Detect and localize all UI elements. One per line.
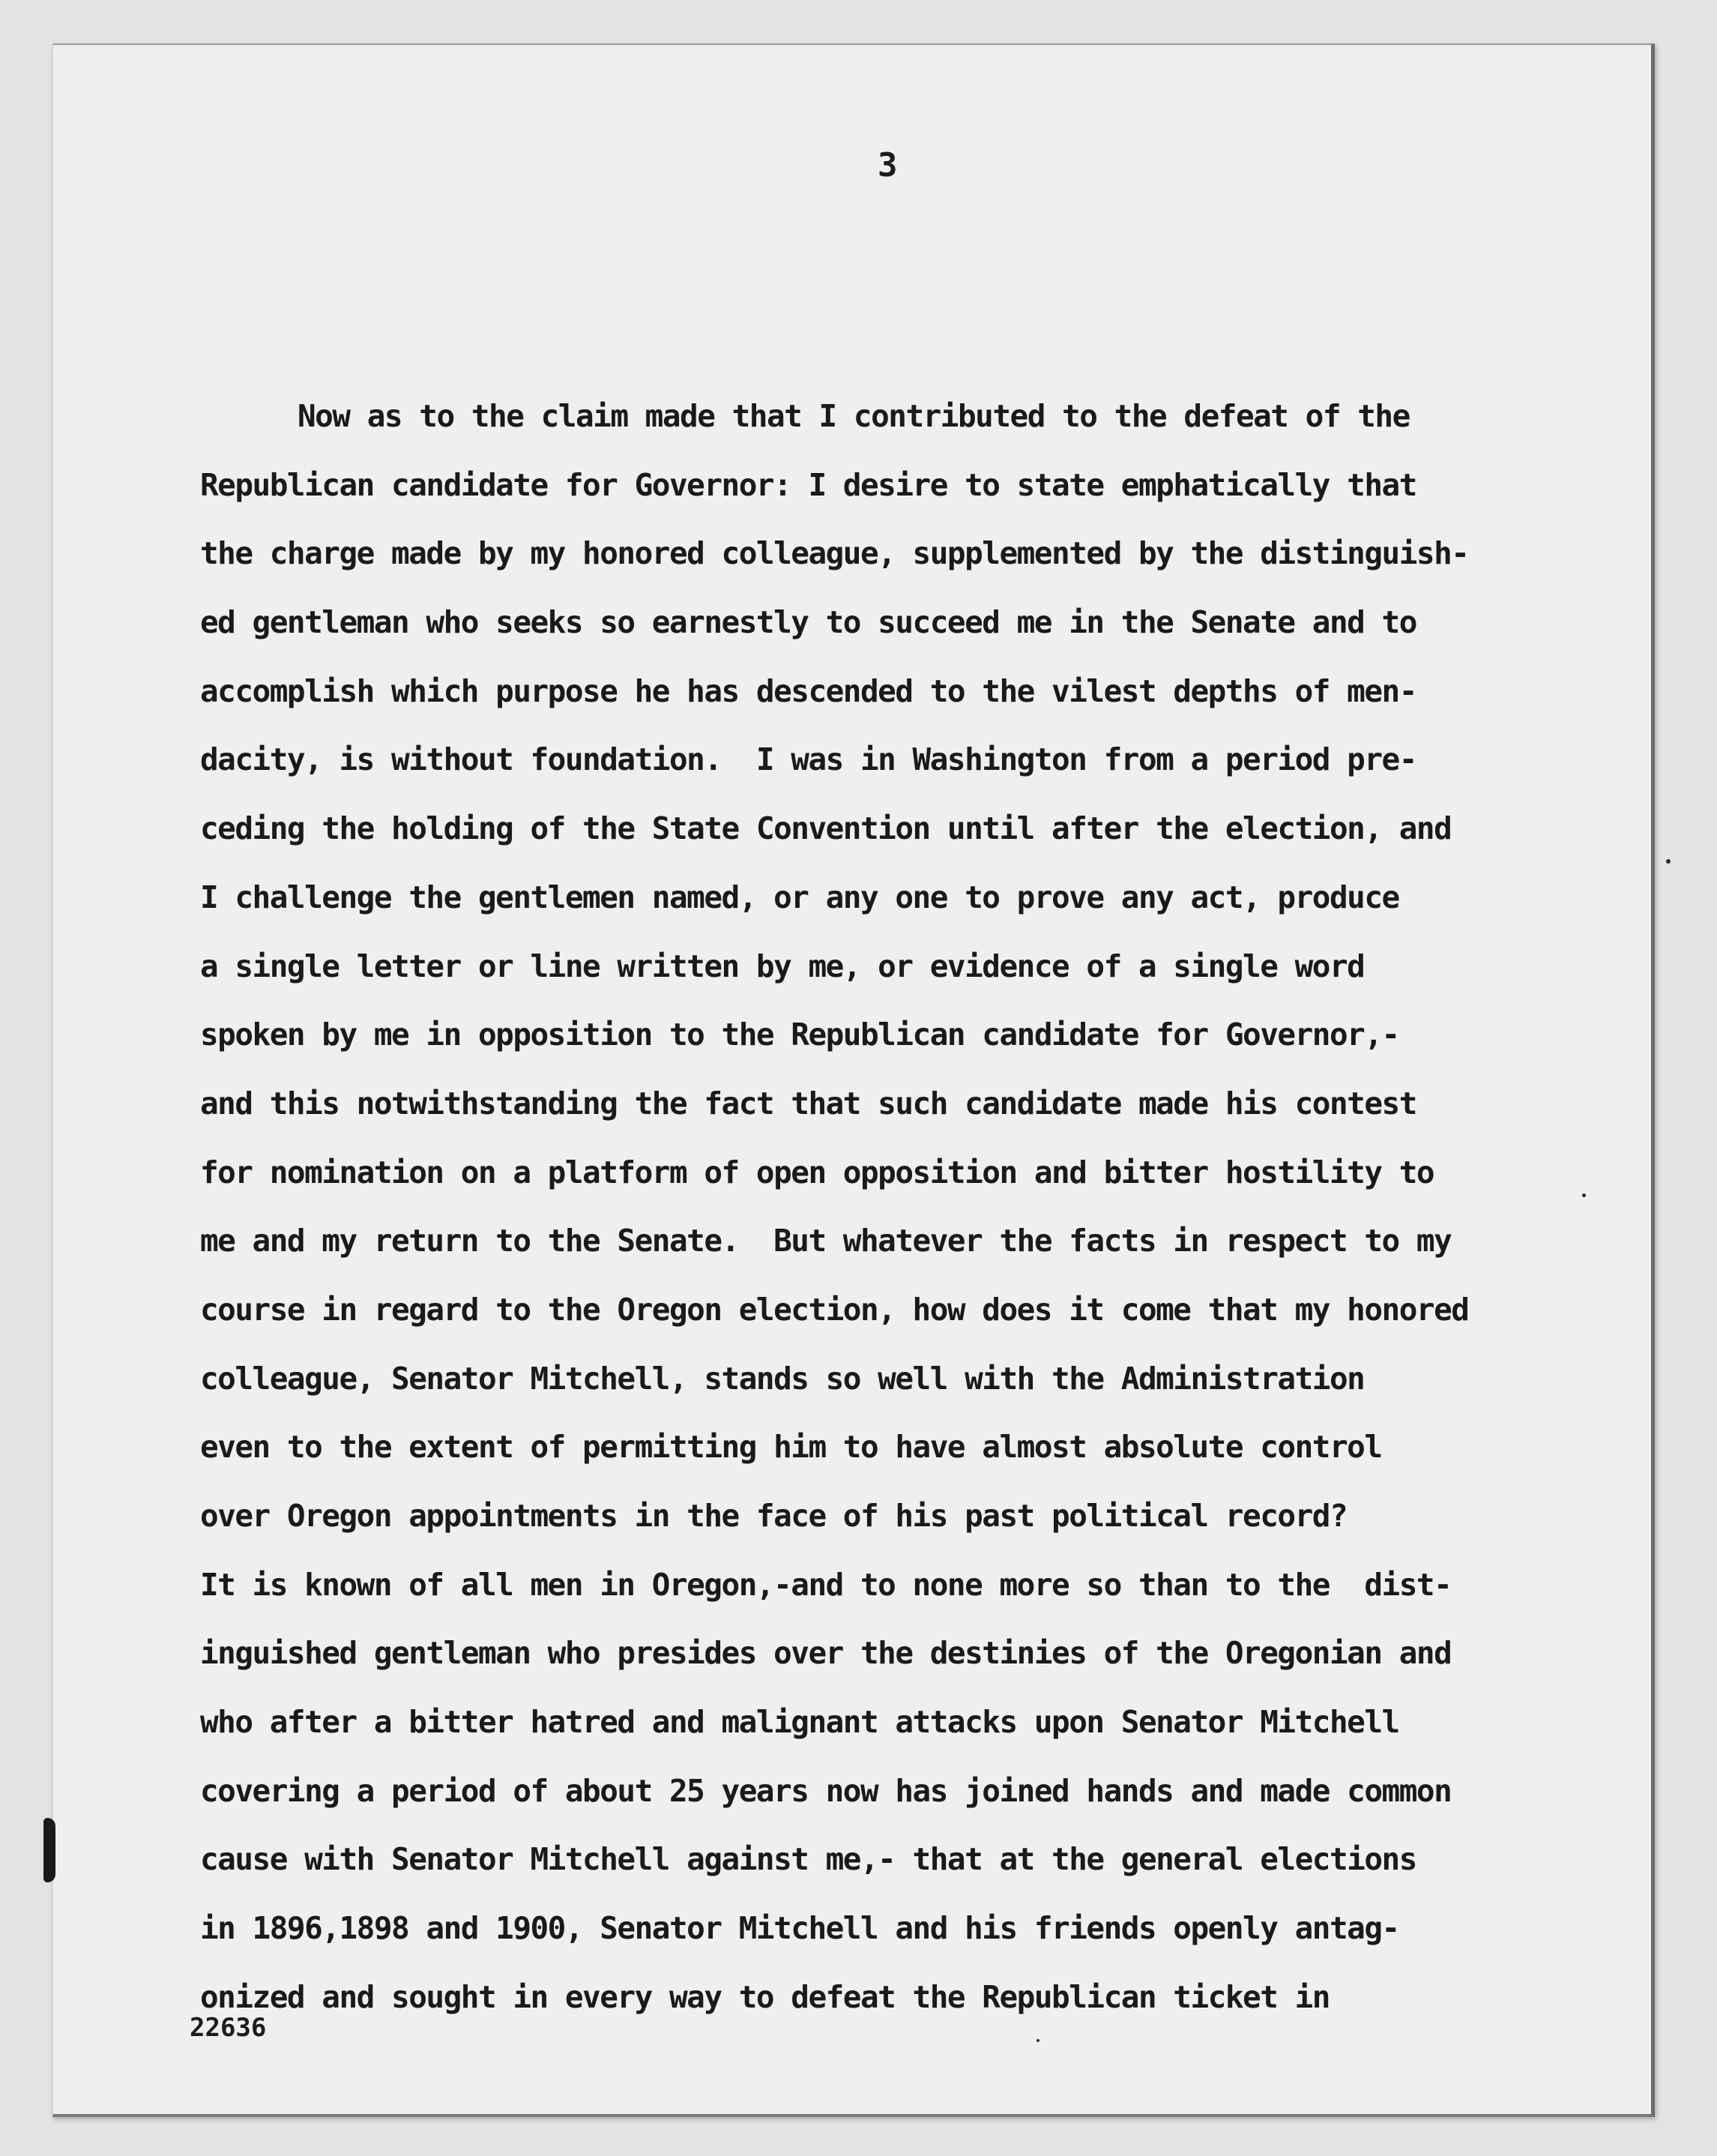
scan-speck bbox=[1666, 859, 1671, 864]
scan-edge-mark bbox=[43, 1818, 55, 1882]
text-line: accomplish which purpose he has descended to the vilest depths of men- bbox=[200, 672, 1416, 709]
scan-speck bbox=[1036, 2039, 1039, 2042]
text-line: I challenge the gentlemen named, or any one to prove any act, produce bbox=[200, 879, 1399, 915]
text-line: me and my return to the Senate. But whatever the facts in respect to my bbox=[200, 1223, 1452, 1259]
text-line: course in regard to the Oregon election, how does it come that my honored bbox=[200, 1291, 1469, 1328]
scan-speck bbox=[1582, 1193, 1586, 1197]
document-page bbox=[52, 43, 1655, 2117]
text-line: ed gentleman who seeks so earnestly to succeed me in the Senate and to bbox=[200, 604, 1416, 641]
text-line: covering a period of about 25 years now has joined hands and made common bbox=[200, 1772, 1452, 1809]
text-line: even to the extent of permitting him to have almost absolute control bbox=[200, 1429, 1382, 1466]
page-number: 3 bbox=[878, 146, 898, 184]
text-line: dacity, is without foundation. I was in Washington from a period pre- bbox=[200, 741, 1416, 778]
text-line: onized and sought in every way to defeat the Republican ticket in bbox=[200, 1978, 1330, 2015]
text-line: spoken by me in opposition to the Republican candidate for Governor,- bbox=[200, 1017, 1399, 1053]
text-line: colleague, Senator Mitchell, stands so well with the Administration bbox=[200, 1360, 1365, 1397]
text-line: who after a bitter hatred and malignant attacks upon Senator Mitchell bbox=[200, 1704, 1399, 1741]
text-line: inguished gentleman who presides over the destinies of the Oregonian and bbox=[200, 1635, 1452, 1672]
text-line: in 1896,1898 and 1900, Senator Mitchell and his friends openly antag- bbox=[200, 1910, 1399, 1947]
text-line: Now as to the claim made that I contributed to the defeat of the bbox=[298, 398, 1410, 434]
text-line: cause with Senator Mitchell against me,- that at the general elections bbox=[200, 1841, 1416, 1878]
document-id: 22636 bbox=[190, 2013, 267, 2043]
text-line: It is known of all men in Oregon,-and to none more so than to the dist- bbox=[200, 1566, 1452, 1603]
text-line: and this notwithstanding the fact that such candidate made his contest bbox=[200, 1085, 1416, 1121]
text-line: Republican candidate for Governor: I desire to state emphatically that bbox=[200, 466, 1416, 503]
text-line: the charge made by my honored colleague, supplemented by the distinguish- bbox=[200, 535, 1469, 572]
text-line: over Oregon appointments in the face of his past political record? bbox=[200, 1498, 1348, 1534]
body-text bbox=[200, 382, 1692, 2032]
text-line: ceding the holding of the State Convention until after the election, and bbox=[200, 810, 1452, 847]
text-line: a single letter or line written by me, or evidence of a single word bbox=[200, 948, 1365, 984]
text-line: for nomination on a platform of open opposition and bitter hostility to bbox=[200, 1154, 1434, 1190]
